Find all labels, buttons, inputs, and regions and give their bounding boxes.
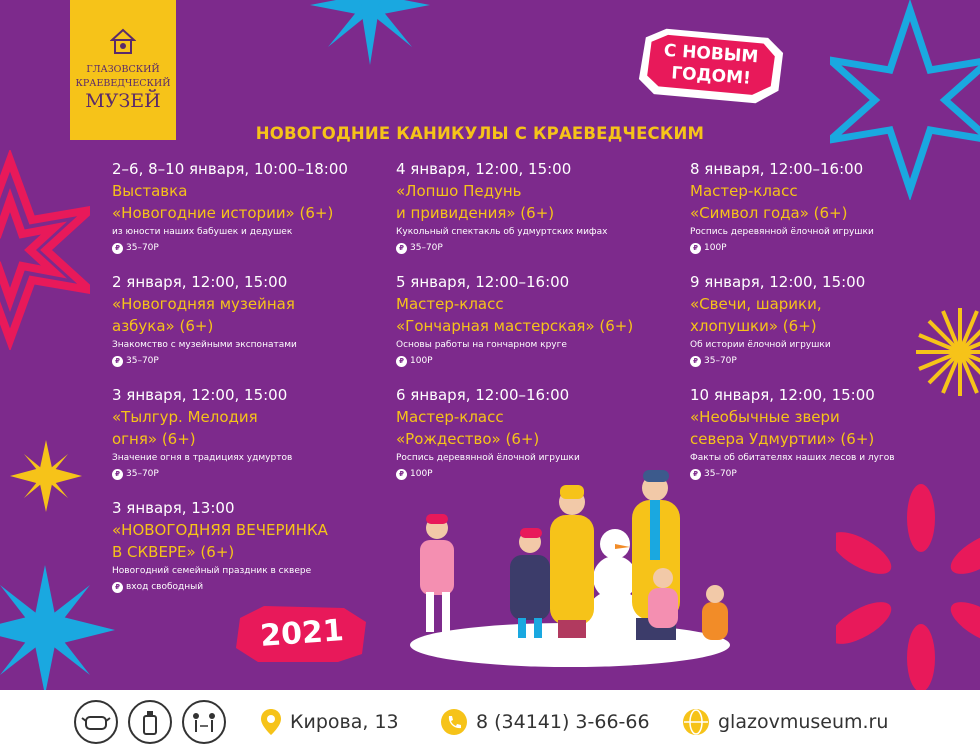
museum-logo <box>70 0 176 140</box>
event-title-line: «НОВОГОДНЯЯ ВЕЧЕРИНКА <box>112 521 328 539</box>
greeting-line-2: ГОДОМ! <box>670 63 752 89</box>
event-price-text: 100Р <box>410 356 433 366</box>
event-price <box>112 241 392 256</box>
ruble-icon: ₽ <box>690 469 701 480</box>
greeting-badge <box>636 28 786 104</box>
event-price <box>112 580 392 595</box>
ruble-icon: ₽ <box>112 356 123 367</box>
event-date: 2–6, 8–10 января, 10:00–18:00 <box>112 160 348 178</box>
page-heading: НОВОГОДНИЕ КАНИКУЛЫ С КРАЕВЕДЧЕСКИМ <box>255 124 705 143</box>
ruble-icon: ₽ <box>396 356 407 367</box>
event-date: 3 января, 12:00, 15:00 <box>112 386 288 404</box>
snowflake-top-decoration <box>280 0 460 70</box>
event-price-text: 35–70Р <box>410 243 443 253</box>
event-description: Об истории ёлочной игрушки <box>690 340 831 350</box>
event-title-line: Мастер-класс <box>690 182 798 200</box>
event-description: Роспись деревянной ёлочной игрушки <box>690 227 874 237</box>
event-title-line: «Свечи, шарики, <box>690 295 822 313</box>
event-description: Роспись деревянной ёлочной игрушки <box>396 453 580 463</box>
event-title-line: Выставка <box>112 182 188 200</box>
phone-item[interactable] <box>440 708 650 736</box>
event-title-line: «Гончарная мастерская» (6+) <box>396 317 634 335</box>
location-pin-icon <box>260 708 282 736</box>
event-title-line: хлопушки» (6+) <box>690 317 817 335</box>
event-item <box>690 384 970 482</box>
event-price <box>112 467 392 482</box>
ruble-icon: ₽ <box>690 356 701 367</box>
website-item[interactable] <box>682 708 888 736</box>
event-title-line: Мастер-класс <box>396 408 504 426</box>
event-date: 6 января, 12:00–16:00 <box>396 386 570 404</box>
event-date: 3 января, 13:00 <box>112 499 235 517</box>
event-title-line: «Символ года» (6+) <box>690 204 848 222</box>
event-title-line: азбука» (6+) <box>112 317 214 335</box>
distance-icon <box>182 700 226 744</box>
event-price-text: 35–70Р <box>704 469 737 479</box>
sanitizer-icon <box>128 700 172 744</box>
event-item <box>112 497 392 595</box>
event-title-line: «Лопшо Педунь <box>396 182 522 200</box>
event-title-line: В СКВЕРЕ» (6+) <box>112 543 235 561</box>
snowflake-left-pink-decoration <box>0 150 90 350</box>
event-item <box>396 384 676 482</box>
snowflake-right-bottom-decoration <box>836 478 980 690</box>
event-title-line: севера Удмуртии» (6+) <box>690 430 875 448</box>
event-price-text: вход свободный <box>126 582 204 592</box>
event-price <box>112 354 392 369</box>
event-title-line: «Новогодняя музейная <box>112 295 295 313</box>
event-description: Новогодний семейный праздник в сквере <box>112 566 312 576</box>
event-item <box>690 158 970 256</box>
snowflake-left-bottom-decoration <box>0 560 120 690</box>
ruble-icon: ₽ <box>112 582 123 593</box>
year-label: 2021 <box>259 613 345 654</box>
globe-icon <box>682 708 710 736</box>
year-badge <box>234 604 370 664</box>
event-price-text: 35–70Р <box>704 356 737 366</box>
event-date: 9 января, 12:00, 15:00 <box>690 273 866 291</box>
address-item[interactable] <box>260 708 399 736</box>
museum-emblem-icon <box>110 28 136 56</box>
event-date: 10 января, 12:00, 15:00 <box>690 386 875 404</box>
event-title-line: Мастер-класс <box>396 295 504 313</box>
event-title-line: «Тылгур. Мелодия <box>112 408 258 426</box>
event-title-line: и привидения» (6+) <box>396 204 555 222</box>
logo-line-1: ГЛАЗОВСКИЙ <box>86 64 160 75</box>
event-date: 8 января, 12:00–16:00 <box>690 160 864 178</box>
event-item <box>112 384 392 482</box>
event-price <box>690 241 970 256</box>
event-price-text: 35–70Р <box>126 469 159 479</box>
event-description: Кукольный спектакль об удмуртских мифах <box>396 227 608 237</box>
logo-line-2: КРАЕВЕДЧЕСКИЙ <box>75 78 171 89</box>
event-date: 4 января, 12:00, 15:00 <box>396 160 572 178</box>
logo-line-3: МУЗЕЙ <box>85 90 161 112</box>
event-price-text: 35–70Р <box>126 356 159 366</box>
event-description: Знакомство с музейными экспонатами <box>112 340 297 350</box>
event-description: Основы работы на гончарном круге <box>396 340 567 350</box>
event-description: из юности наших бабушек и дедушек <box>112 227 293 237</box>
event-date: 5 января, 12:00–16:00 <box>396 273 570 291</box>
event-price <box>396 241 676 256</box>
event-title-line: «Необычные звери <box>690 408 840 426</box>
snowflake-left-yellow-decoration <box>8 438 84 514</box>
ruble-icon: ₽ <box>690 243 701 254</box>
event-description: Значение огня в традициях удмуртов <box>112 453 293 463</box>
ruble-icon: ₽ <box>112 469 123 480</box>
event-price <box>690 354 970 369</box>
footer <box>0 690 980 756</box>
phone-text: 8 (34141) 3-66-66 <box>476 711 650 733</box>
event-item <box>396 271 676 369</box>
ruble-icon: ₽ <box>396 469 407 480</box>
event-title-line: «Рождество» (6+) <box>396 430 540 448</box>
website-text: glazovmuseum.ru <box>718 711 889 733</box>
event-price-text: 100Р <box>410 469 433 479</box>
event-item <box>112 158 392 256</box>
event-item <box>112 271 392 369</box>
event-description: Факты об обитателях наших лесов и лугов <box>690 453 895 463</box>
event-item <box>690 271 970 369</box>
event-title-line: «Новогодние истории» (6+) <box>112 204 334 222</box>
event-price-text: 35–70Р <box>126 243 159 253</box>
event-item <box>396 158 676 256</box>
event-title-line: огня» (6+) <box>112 430 196 448</box>
family-snowman-illustration <box>400 470 750 670</box>
event-date: 2 января, 12:00, 15:00 <box>112 273 288 291</box>
event-price-text: 100Р <box>704 243 727 253</box>
address-text: Кирова, 13 <box>290 711 399 733</box>
greeting-line-1: С НОВЫМ <box>663 40 759 68</box>
phone-icon <box>440 708 468 736</box>
mask-icon <box>74 700 118 744</box>
ruble-icon: ₽ <box>112 243 123 254</box>
event-price <box>396 354 676 369</box>
ruble-icon: ₽ <box>396 243 407 254</box>
